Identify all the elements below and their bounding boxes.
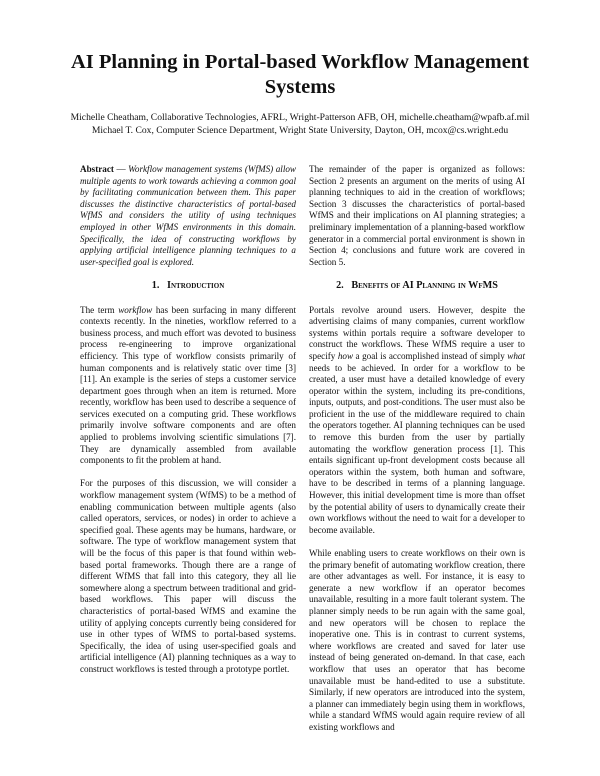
section-2-number: 2.	[336, 279, 344, 291]
benefits-p1-text-c: needs to be achieved. In order for a workflow to be created, a user must have a detailed knowledge of every operator within the system, including its pre-conditions, inputs, outputs, and post-conditions. The user must also be proficient in the use of the middleware required to chain the operators together. AI planning techniques can be used to remove this burden from the user by partially automating the workflow generation process [1]. This entails significant up-front development costs because all operators within the system, both human and software, have to be described in terms of a planning language. However, this initial development time is more than offset by the potential ability of users to dynamically create their own workflows without the need to wait for a developer to become available.	[309, 362, 525, 535]
author-line-2: Michael T. Cox, Computer Science Department, Wright State University, Dayton, OH, mcox@cs.wright.edu	[91, 125, 509, 136]
intro-p1-emphasis: workflow	[118, 304, 153, 315]
benefits-p1-text-b: a goal is accomplished instead of simply	[353, 350, 508, 361]
intro-p1-text-a: The term	[80, 304, 119, 315]
abstract-dash: —	[113, 164, 129, 174]
intro-p1-text-b: has been surfacing in many different contexts recently. In the nineties, workflow referred to a business process, and much effort was devoted to business process re-engineering to improve organizational efficiency. This type of workflow consists primarily of human components and is relatively static over time [3] [11]. An example is the series of steps a customer service department goes through when an item is returned. More recently, workflow has been used to describe a sequence of services executed on a computing grid. These workflows primarily involve software components and are often applied to problems involving scientific simulations [7]. They are dynamically assembled from available components to fit the problem at hand.	[80, 304, 296, 466]
author-line-1: Michelle Cheatham, Collaborative Technologies, AFRL, Wright-Patterson AFB, OH, michelle.cheatham@wpafb.af.mil	[70, 112, 530, 123]
benefits-paragraph-1	[309, 305, 525, 537]
section-1-heading	[80, 280, 296, 292]
section-1-number: 1.	[151, 279, 160, 291]
section-2-heading	[309, 280, 525, 292]
author-block	[60, 111, 540, 137]
abstract	[80, 164, 296, 268]
organization-paragraph: The remainder of the paper is organized as follows: Section 2 presents an argument on the merits of using AI planning techniques to aid in the creation of workflows; Section 3 discusses the characteristics of portal-based WfMS and their implications on AI planning strategies; a preliminary implementation of a planning-based workflow generator in a commercial portal environment is shown in Section 4; conclusions and future work are covered in Section 5.	[309, 164, 525, 267]
benefits-p1-text-a: Portals revolve around users. However, despite the advertising claims of many companies, current workflow systems within portals require a software developer to construct the workflows. These WfMS require a user to specify	[309, 304, 525, 361]
right-column	[309, 164, 525, 745]
intro-paragraph-1	[80, 305, 296, 467]
section-1-title: Introduction	[167, 279, 225, 291]
benefits-p1-emphasis-what: what	[507, 350, 525, 361]
abstract-label: Abstract	[80, 164, 114, 174]
benefits-p1-emphasis-how: how	[337, 350, 354, 361]
paper-title: AI Planning in Portal-based Workflow Management Systems	[70, 51, 530, 98]
intro-paragraph-2: For the purposes of this discussion, we will consider a workflow management system (WfMS) to be a method of enabling communication between multiple agents (also called operators, services, or nodes) in order to achieve a specified goal. These agents may be humans, hardware, or software. The type of workflow management system that will be the focus of this paper is that found within web-based portal frameworks. Though there are a range of different WfMS that fall into this category, they all lie somewhere along a spectrum between traditional and grid-based workflows. This paper will discuss the characteristics of portal-based WfMS and examine the utility of applying concepts currently being considered for use in other types of WfMS to portal-based systems. Specifically, the idea of using user-specified goals and artificial intelligence (AI) planning techniques as a way to construct workflows is tested through a prototype portlet.	[80, 478, 296, 674]
left-column	[80, 164, 296, 687]
benefits-paragraph-2: While enabling users to create workflows on their own is the primary benefit of automating workflow creation, there are other advantages as well. For instance, it is easy to generate a new workflow if an operator becomes unavailable, resulting in a more fault tolerant system. The planner simply needs to be run again with the same goal, and new operators will be chosen to replace the inoperative one. This is in contrast to current systems, where workflows are created and saved for later use instead of being generated on-demand. In that case, each workflow that uses an operator that has become unavailable must be hand-edited to use a substitute. Similarly, if new operators are introduced into the system, a planner can immediately begin using them in workflows, while a standard WfMS would again require review of all existing workflows and	[309, 548, 525, 732]
abstract-text: Workflow management systems (WfMS) allow multiple agents to work towards achieving a common goal by facilitating communication between them. This paper discusses the distinctive characteristics of portal-based WfMS and considers the utility of using techniques employed in other WfMS environments in this domain. Specifically, the idea of constructing workflows by applying artificial intelligence planning techniques to a user-specified goal is explored.	[80, 164, 296, 267]
section-2-title: Benefits of AI Planning in WfMS	[351, 279, 498, 291]
